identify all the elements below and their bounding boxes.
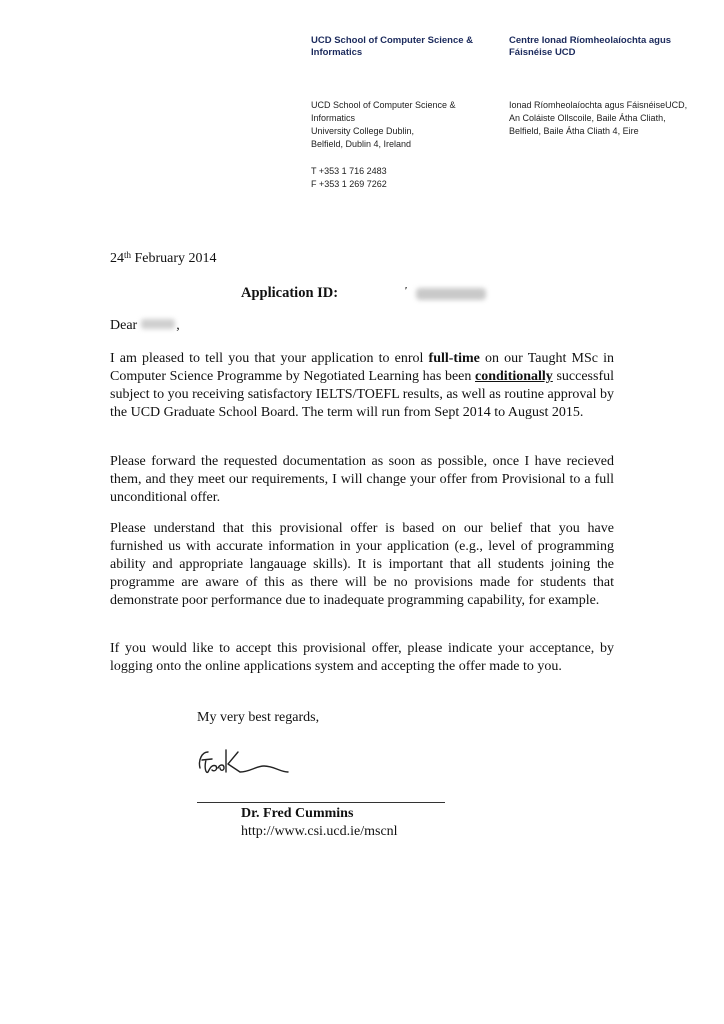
handwritten-signature	[190, 738, 300, 780]
address-line: Informatics	[311, 113, 356, 123]
letterhead-line: Informatics	[311, 47, 363, 58]
address-english	[311, 99, 501, 151]
address-line: Belfield, Baile Átha Cliath 4, Eire	[509, 126, 639, 136]
fax-number: F +353 1 269 7262	[311, 179, 387, 189]
text-run: I am pleased to tell you that your application to enrol	[110, 351, 429, 366]
redacted-name	[141, 319, 175, 329]
address-irish	[509, 99, 714, 138]
text-run: on our Taught MSc in Computer Science Programme by Negotiated Learning has been	[110, 351, 614, 384]
salutation-word: Dear	[110, 318, 138, 333]
application-id-label: Application ID:	[241, 285, 339, 301]
letterhead-line: Centre Ionad Ríomheolaíochta agus	[509, 35, 672, 46]
salutation	[110, 318, 180, 334]
letterhead-line: Fáisnéise UCD	[509, 47, 576, 58]
letterhead-line: UCD School of Computer Science &	[311, 35, 474, 46]
date-month-year: February 2014	[131, 251, 217, 266]
signatory-name: Dr. Fred Cummins	[241, 806, 354, 821]
letterhead-school-irish	[509, 35, 709, 59]
address-line: An Coláiste Ollscoile, Baile Átha Cliath,	[509, 113, 666, 123]
date-day: 24	[110, 251, 124, 266]
emphasis-conditionally: conditionally	[475, 369, 553, 384]
date-suffix: th	[124, 250, 132, 260]
signature-line	[197, 802, 445, 803]
phone-number: T +353 1 716 2483	[311, 166, 387, 176]
paragraph-provisional-terms: Please understand that this provisional offer is based on our belief that you have furnished us with accurate information in your application (e.g., level of programming ability and appropriate langauage skills). It is important that all students joining the programme are aware of this as there will be no provisions made for students that demonstrate poor performance due to inadequate programming capability, for example.	[110, 521, 614, 608]
salutation-comma: ,	[176, 318, 180, 333]
programme-url[interactable]: http://www.csi.ucd.ie/mscnl	[241, 824, 398, 839]
letter-date	[110, 250, 217, 267]
contact-numbers	[311, 165, 387, 191]
emphasis-full-time: full-time	[428, 351, 480, 366]
address-line: University College Dublin,	[311, 126, 415, 136]
letterhead-school-english	[311, 35, 501, 59]
paragraph-documentation: Please forward the requested documentation as soon as possible, once I have recieved them, and they meet our requirements, I will change your offer from Provisional to a full unconditional offer.	[110, 454, 614, 505]
paragraph-acceptance: If you would like to accept this provisional offer, please indicate your acceptance, by logging onto the online applications system and accepting the offer made to you.	[110, 641, 614, 674]
paragraph-offer	[110, 350, 614, 422]
application-id-mark: '	[404, 285, 408, 297]
address-line: Ionad Ríomheolaíochta agus FáisnéiseUCD,	[509, 100, 688, 110]
address-line: Belfield, Dublin 4, Ireland	[311, 139, 412, 149]
address-line: UCD School of Computer Science &	[311, 100, 456, 110]
closing: My very best regards,	[197, 710, 320, 725]
text-run: successful subject to you receiving satisfactory IELTS/TOEFL results, as well as routine approval by the UCD Graduate School Board. The term will run from Sept 2014 to August 2015.	[110, 369, 614, 420]
redacted-application-id	[416, 288, 486, 300]
